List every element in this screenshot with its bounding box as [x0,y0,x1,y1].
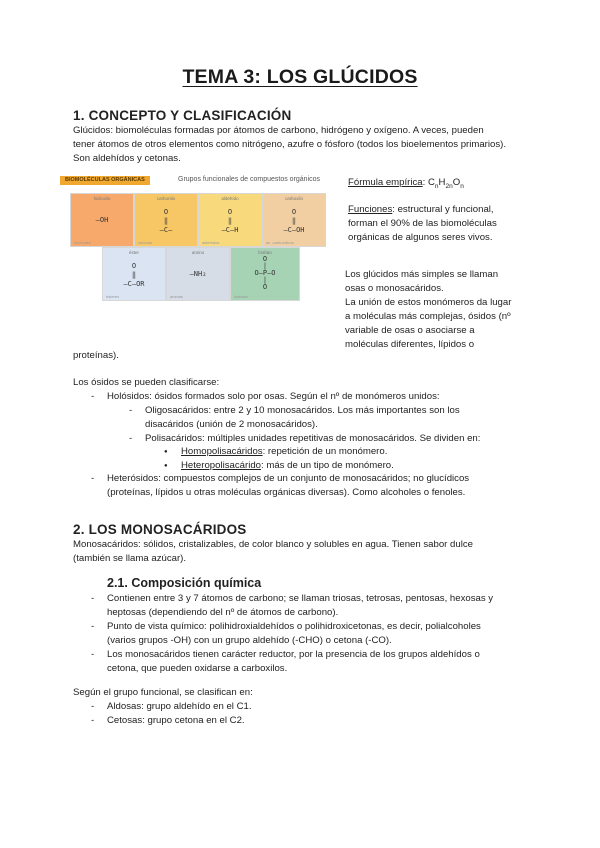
cell-sub: ésteres [106,294,120,299]
cell-name: éster [128,250,139,255]
classify-intro: Los ósidos se pueden clasificarse: [73,377,220,388]
subsection-2-1-heading: 2.1. Composición química [107,576,262,590]
hetero-text: : más de un tipo de monómero. [261,460,394,471]
formula-sep: : [422,177,428,188]
bullet-dash: - [91,593,95,604]
homo-line [181,445,387,459]
cell-name: carbonilo [156,196,176,201]
formula-label: Fórmula empírica [348,177,423,188]
cell-formula: —NH₂ [189,270,207,278]
cell-name: fosfato [258,250,272,255]
cell-carbonilo [134,193,198,247]
cell-formula: O | O—P—O | O [254,255,276,291]
formula-n2: 2n [445,182,453,190]
formula-h: H [438,177,446,188]
s2-bullet-1-line-1: Contienen entre 3 y 7 átomos de carbono; se llaman triosas, tetrosas, pentosas, hexosas y [107,593,494,604]
sub-bullet-dash: - [129,433,133,444]
figure-title: Grupos funcionales de compuestos orgánicos [178,176,321,183]
heterosidos-line-2: (proteínas, lípidos u otras moléculas orgánicas diversas). Como alcoholes o fenoles. [107,487,466,498]
heterosidos-line-1: Heterósidos: compuestos complejos de un conjunto de monosacáridos; no glucídicos [107,473,470,484]
bullet-dash: - [91,701,95,712]
functions-line-3: orgánicas de algunos seres vivos. [348,232,493,243]
cell-name: aldehído [221,196,239,201]
cell-formula: O ‖ —C—H [221,208,239,234]
cell-hidroxilo [70,193,134,247]
oligo-line-1: Oligosacáridos: entre 2 y 10 monosacáridos. Los más importantes son los [145,405,460,416]
simple-line-5: variable de osas o asociarse a [345,325,475,336]
figure-tag: BIOMOLÉCULAS ORGÁNICAS [60,176,150,185]
simple-line-4: a moléculas más complejas, ósidos (nº [345,311,511,322]
simple-line-3: La unión de estos monómeros da lugar [345,297,512,308]
s2-bullet-1-line-2: heptosas (dependiendo del nº de átomos de carbono). [107,607,339,618]
cell-fosfato [230,247,300,301]
cell-ester [102,247,166,301]
group-intro: Según el grupo funcional, se clasifican en: [73,687,253,698]
homo-label: Homopolisacáridos [181,446,263,457]
sub-bullet-dash: - [129,405,133,416]
formula-n3: n [460,182,464,190]
formula-c: C [427,177,435,188]
homo-text: : repetición de un monómero. [262,446,388,457]
cell-sub: cetonas [138,240,153,245]
simple-line-1: Los glúcidos más simples se llaman [345,269,499,280]
aldosas-line: Aldosas: grupo aldehído en el C1. [107,701,252,712]
dot-bullet: ● [164,463,168,469]
s2-bullet-3-line-1: Los monosacáridos tienen carácter reductor, por la presencia de los grupos aldehídos o [107,649,480,660]
dot-bullet: ● [164,449,168,455]
cetosas-line: Cetosas: grupo cetona en el C2. [107,715,245,726]
cell-name: hidroxilo [93,196,111,201]
cell-carboxilo [262,193,326,247]
cell-formula: O ‖ —C—OR [123,262,145,288]
bullet-dash: - [91,621,95,632]
formula-o: O [452,177,461,188]
s2-bullet-2-line-2: (varios grupos -OH) con un grupo aldehído (-CHO) o cetona (-CO). [107,635,392,646]
document-title: TEMA 3: LOS GLÚCIDOS [182,66,418,88]
cell-sub: fosfatos [234,294,249,299]
cell-formula: —OH [95,216,109,224]
s2-bullet-3-line-2: cetona, que pueden oxidarse a carboxilos. [107,663,288,674]
cell-sub: aminas [170,294,183,299]
s1-intro-line-3: Son aldehídos y cetonas. [73,153,181,164]
cell-name: carboxilo [284,196,303,201]
simple-line-2: osas o monosacáridos. [345,283,444,294]
cell-sub: alcoholes [74,240,91,245]
cell-formula: O ‖ —C— [159,208,173,234]
oligo-line-2: disacáridos (unión de 2 monosacáridos). [145,419,318,430]
bullet-dash: - [91,473,95,484]
holosidos-line: Holósidos: ósidos formados solo por osas. Según el nº de monómeros unidos: [107,391,440,402]
s1-intro-line-1: Glúcidos: biomoléculas formadas por átomos de carbono, hidrógeno y oxígeno. A veces, pueden [73,125,484,136]
bullet-dash: - [91,391,95,402]
formula-line [348,176,464,194]
s2-bullet-2-line-1: Punto de vista químico: polihidroxialdehídos o polihidroxicetonas, es decir, polialcoholes [107,621,481,632]
section-2-heading: 2. LOS MONOSACÁRIDOS [73,522,247,537]
bullet-dash: - [91,649,95,660]
cell-sub: ác. carboxílicos [266,240,294,245]
cell-name: amino [191,250,205,255]
functions-line-2: forman el 90% de las biomoléculas [348,218,497,229]
formula-n1: n [434,182,439,190]
cell-sub: aldehídos [202,240,220,245]
cell-formula: O ‖ —C—OH [283,208,305,234]
poli-line: Polisacáridos: múltiples unidades repetitivas de monosacáridos. Se dividen en: [145,433,481,444]
cell-amino [166,247,230,301]
cell-aldehido [198,193,262,247]
hetero-line [181,459,394,473]
functional-groups-figure [60,176,335,306]
functions-text-1: : estructural y funcional, [392,204,494,215]
section-1-heading: 1. CONCEPTO Y CLASIFICACIÓN [73,108,292,123]
bullet-dash: - [91,715,95,726]
functions-label: Funciones [348,204,393,215]
simple-line-6: moléculas diferentes, lípidos o [345,339,475,350]
hetero-label: Heteropolisacárido [181,460,261,471]
s2-intro-line-2: (también se llama azúcar). [73,553,187,564]
functions-line-1 [348,203,494,217]
s2-intro-line-1: Monosacáridos: sólidos, cristalizables, de color blanco y solubles en agua. Tienen sabor dulce [73,539,473,550]
s1-intro-line-2: tener átomos de otros elementos como nitrógeno, azufre o fósforo (todos los bioelementos primarios). [73,139,507,150]
simple-line-7: proteínas). [73,350,119,361]
